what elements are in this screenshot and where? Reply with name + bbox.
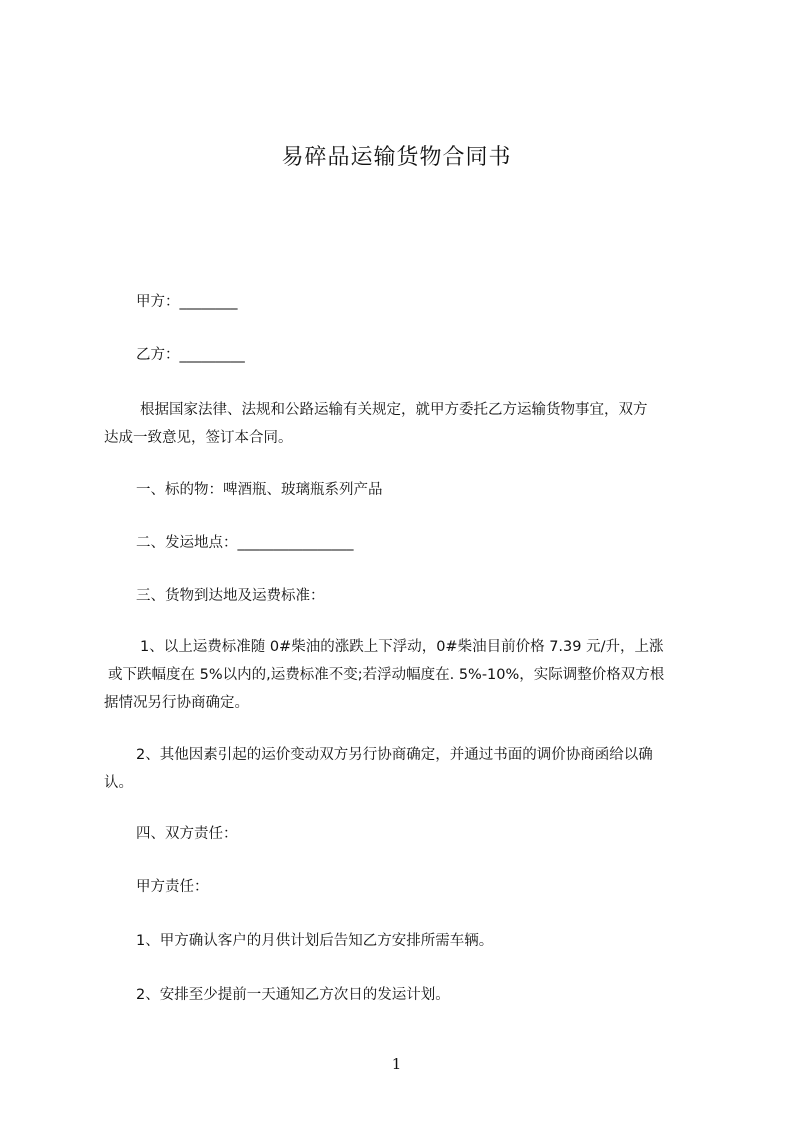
intro-line-2: 达成一致意见，签订本合同。 (104, 430, 293, 446)
item-1-line-2: 或下跌幅度在 5%以内的,运费标准不变;若浮动幅度在. 5%-10%，实际调整价格双方根 (108, 667, 665, 683)
document-title: 易碎品运输货物合同书 (281, 145, 512, 170)
responsibility-2: 2、安排至少提前一天通知乙方次日的发运计划。 (136, 987, 450, 1003)
party-a-line: 甲方：________ (136, 294, 238, 310)
clause-4: 四、双方责任： (136, 826, 238, 842)
item-2-line-2: 认。 (104, 775, 133, 791)
item-2-paragraph (104, 741, 712, 797)
item-2-line-1: 2、其他因素引起的运价变动双方另行协商确定，并通过书面的调价协商函给以确 (136, 747, 653, 763)
responsibility-1: 1、甲方确认客户的月供计划后告知乙方安排所需车辆。 (136, 933, 494, 949)
clause-2: 二、发运地点：________________ (136, 535, 354, 551)
item-1-line-3: 据情况另行协商确定。 (104, 695, 249, 711)
intro-line-1: 根据国家法律、法规和公路运输有关规定，就甲方委托乙方运输货物事宜，双方 (140, 402, 648, 418)
item-1-paragraph (104, 633, 712, 717)
intro-paragraph (104, 396, 712, 452)
item-1-line-1: 1、以上运费标准随 0#柴油的涨跌上下浮动，0#柴油目前价格 7.39 元/升，上涨 (140, 639, 664, 655)
party-b-line: 乙方：_________ (136, 347, 245, 363)
page-number: 1 (391, 1055, 402, 1073)
clause-3: 三、货物到达地及运费标准： (136, 588, 325, 604)
clause-1: 一、标的物：啤酒瓶、玻璃瓶系列产品 (136, 482, 383, 498)
party-a-responsibilities-heading: 甲方责任： (136, 879, 209, 895)
